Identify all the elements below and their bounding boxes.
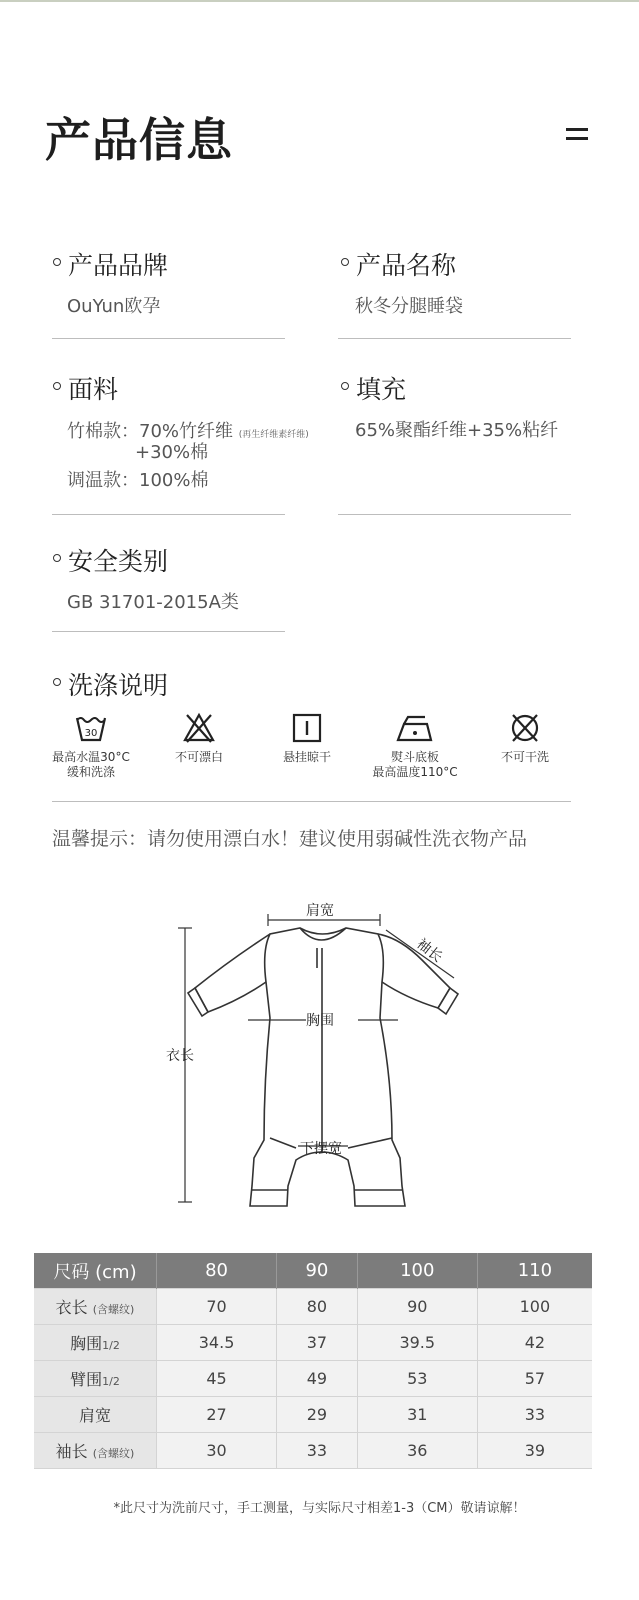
wash-item <box>36 712 146 780</box>
brand-value: OuYun欧孕 <box>67 296 161 317</box>
iron-icon <box>395 712 435 744</box>
name-heading <box>356 246 456 282</box>
divider <box>52 631 285 632</box>
wash-label: 不可漂白 <box>174 750 223 764</box>
table-cell: 90 <box>357 1289 477 1325</box>
wash-item <box>360 712 470 780</box>
hem-label: 下摆宽 <box>300 1141 342 1157</box>
hang-dry-icon <box>290 712 324 744</box>
fabric-key: 竹棉款： <box>67 421 139 442</box>
table-row <box>34 1361 592 1397</box>
table-cell: 49 <box>277 1361 358 1397</box>
wash-item <box>144 712 254 765</box>
bullet-icon <box>53 382 61 390</box>
brand-heading <box>68 246 168 282</box>
wash-item <box>252 712 362 765</box>
table-header: 100 <box>357 1253 477 1289</box>
row-header: 衣长 (含螺纹) <box>34 1289 157 1325</box>
bullet-icon <box>53 258 61 266</box>
fabric-line2 <box>67 466 208 492</box>
table-cell: 27 <box>157 1397 277 1433</box>
table-header: 110 <box>477 1253 592 1289</box>
wash-label: 不可干洗 <box>500 750 549 764</box>
chest-label: 胸围 <box>306 1013 334 1029</box>
name-value: 秋冬分腿睡袋 <box>355 296 463 317</box>
filling-label: 填充 <box>356 375 407 404</box>
wash-label: 最高水温30°C <box>52 750 130 764</box>
table-cell: 45 <box>157 1361 277 1397</box>
filling-value: 65%聚酯纤维+35%粘纤 <box>355 420 559 441</box>
table-row <box>34 1289 592 1325</box>
row-header: 肩宽 <box>34 1397 157 1433</box>
shoulder-label: 肩宽 <box>306 903 334 919</box>
washing-heading <box>68 666 168 702</box>
no-bleach-icon <box>182 712 216 744</box>
table-cell: 34.5 <box>157 1325 277 1361</box>
divider <box>52 801 571 802</box>
washing-label: 洗涤说明 <box>68 671 169 700</box>
bullet-icon <box>341 382 349 390</box>
fabric-key: 调温款： <box>67 470 139 491</box>
size-table <box>34 1253 592 1469</box>
table-header: 90 <box>277 1253 358 1289</box>
table-cell: 30 <box>157 1433 277 1469</box>
fabric-label: 面料 <box>68 375 119 404</box>
wash-label: 最高温度110°C <box>372 765 458 779</box>
row-header: 臂围1/2 <box>34 1361 157 1397</box>
table-cell: 100 <box>477 1289 592 1325</box>
table-cell: 39 <box>477 1433 592 1469</box>
divider <box>338 514 571 515</box>
menu-icon[interactable] <box>566 128 588 142</box>
length-label: 衣长 <box>166 1048 194 1064</box>
table-cell: 36 <box>357 1433 477 1469</box>
table-cell: 57 <box>477 1361 592 1397</box>
warm-tip: 温馨提示：请勿使用漂白水！建议使用弱碱性洗衣物产品 <box>52 828 528 850</box>
table-cell: 37 <box>277 1325 358 1361</box>
brand-label: 产品品牌 <box>68 251 169 280</box>
table-row <box>34 1397 592 1433</box>
wash-label: 熨斗底板 <box>390 750 439 764</box>
sleeve-label: 袖长 <box>413 935 446 966</box>
fabric-value: 70%竹纤维 <box>139 421 234 442</box>
bullet-icon <box>341 258 349 266</box>
wash-label: 悬挂晾干 <box>282 750 331 764</box>
table-row <box>34 1325 592 1361</box>
safety-value: GB 31701-2015A类 <box>67 592 239 613</box>
divider <box>52 514 285 515</box>
table-cell: 29 <box>277 1397 358 1433</box>
wash-label: 缓和洗涤 <box>66 765 115 779</box>
measurement-note: *此尺寸为洗前尺寸，手工测量，与实际尺寸相差1-3（CM）敬请谅解！ <box>113 1501 526 1516</box>
table-row <box>34 1433 592 1469</box>
filling-heading <box>356 370 406 406</box>
row-header: 袖长 (含螺纹) <box>34 1433 157 1469</box>
garment-diagram <box>160 890 480 1220</box>
fabric-heading <box>68 370 118 406</box>
bullet-icon <box>53 678 61 686</box>
fabric-line1-cont: +30%棉 <box>135 442 209 463</box>
table-header-row <box>34 1253 592 1289</box>
page-title: 产品信息 <box>45 113 233 167</box>
safety-heading <box>68 542 168 578</box>
table-cell: 80 <box>277 1289 358 1325</box>
name-label: 产品名称 <box>356 251 457 280</box>
bullet-icon <box>53 554 61 562</box>
svg-text:30: 30 <box>84 728 98 739</box>
table-cell: 70 <box>157 1289 277 1325</box>
safety-label: 安全类别 <box>68 547 169 576</box>
divider <box>52 338 285 339</box>
wash-item <box>470 712 580 765</box>
table-header: 80 <box>157 1253 277 1289</box>
fabric-note: (再生纤维素纤维) <box>238 430 309 440</box>
wash-30-tub-icon <box>74 712 108 744</box>
fabric-value: 100%棉 <box>139 470 209 491</box>
row-header: 胸围1/2 <box>34 1325 157 1361</box>
table-cell: 33 <box>277 1433 358 1469</box>
table-cell: 42 <box>477 1325 592 1361</box>
divider <box>338 338 571 339</box>
table-cell: 39.5 <box>357 1325 477 1361</box>
table-cell: 33 <box>477 1397 592 1433</box>
table-cell: 53 <box>357 1361 477 1397</box>
table-cell: 31 <box>357 1397 477 1433</box>
no-dry-clean-icon <box>508 712 542 744</box>
table-header: 尺码 (cm) <box>34 1253 157 1289</box>
top-divider <box>0 0 639 2</box>
